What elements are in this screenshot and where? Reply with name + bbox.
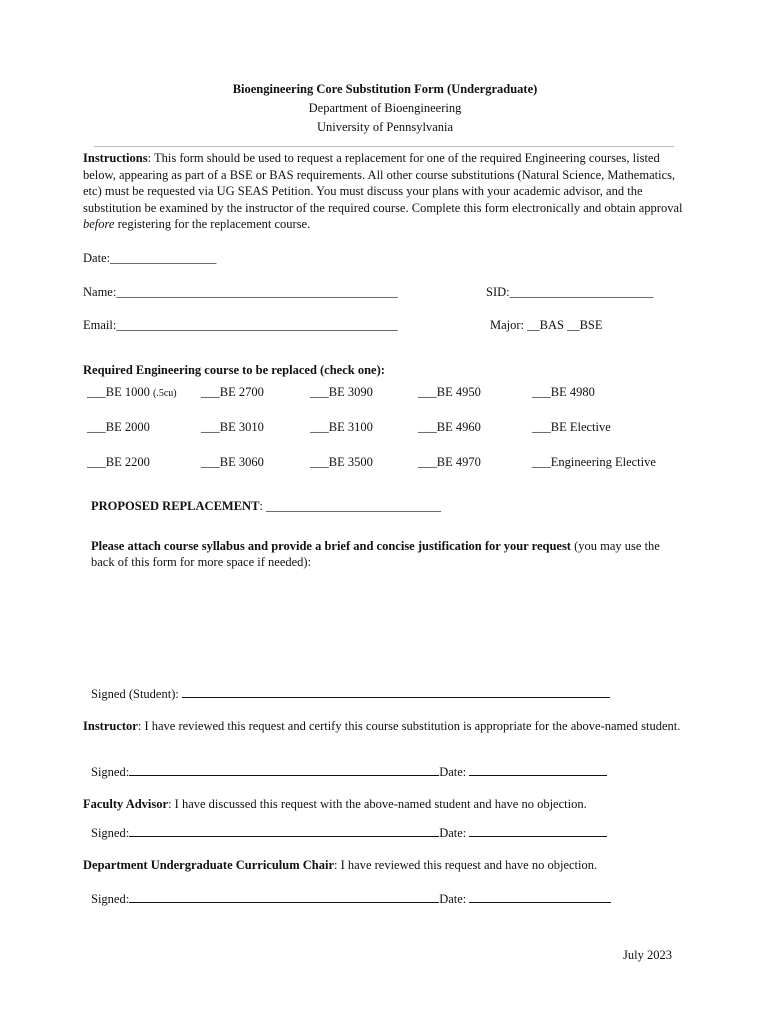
signed-label: Signed: (91, 826, 130, 840)
department-name: Department of Bioengineering (308, 101, 462, 115)
name-field[interactable]: Name:_____________________________________________ (83, 285, 398, 299)
student-sign-line (182, 685, 610, 698)
course-be2200[interactable]: ___BE 2200 (87, 455, 150, 469)
instructions-italic: before (83, 217, 115, 231)
date-line (469, 890, 611, 903)
chair-text: : I have reviewed this request and have no objection. (334, 858, 598, 872)
date-field[interactable]: Date:_________________ (83, 251, 217, 265)
course-be3010[interactable]: ___BE 3010 (201, 420, 264, 434)
course-be4960[interactable]: ___BE 4960 (418, 420, 481, 434)
chair-label: Department Undergraduate Curriculum Chair (83, 858, 335, 872)
instructions-text-end: registering for the replacement course. (114, 217, 311, 231)
student-sign-label: Signed (Student): (91, 687, 182, 701)
instructor-label: Instructor (83, 719, 138, 733)
course-be3100[interactable]: ___BE 3100 (310, 420, 373, 434)
advisor-paragraph (83, 796, 683, 812)
instructor-text: : I have reviewed this request and certify this course substitution is appropriate for the above-named student. (137, 719, 681, 733)
advisor-label: Faculty Advisor (83, 797, 169, 811)
course-be3060[interactable]: ___BE 3060 (201, 455, 264, 469)
advisor-text: : I have discussed this request with the above-named student and have no objection. (168, 797, 587, 811)
sid-field[interactable]: SID:_______________________ (486, 285, 654, 299)
justification-text: (you may use the back of this form for more space if needed): (91, 539, 660, 569)
courses-heading: Required Engineering course to be replaced (check one): (83, 363, 385, 377)
instructor-paragraph (83, 718, 683, 734)
justification-bold: Please attach course syllabus and provide a brief and concise justification for your request (91, 539, 571, 553)
signed-label: Signed: (91, 765, 130, 779)
instructions-paragraph (83, 150, 683, 233)
footer-date: July 2023 (623, 948, 672, 962)
chair-paragraph (83, 857, 683, 873)
header-divider (94, 146, 674, 147)
course-engineering-elective[interactable]: ___Engineering Elective (532, 455, 656, 469)
chair-signature-field[interactable] (91, 890, 611, 907)
signed-line (129, 763, 439, 776)
proposed-replacement-field[interactable] (91, 498, 441, 514)
course-be3500[interactable]: ___BE 3500 (310, 455, 373, 469)
form-title: Bioengineering Core Substitution Form (Undergraduate) (232, 82, 538, 96)
university-name: University of Pennsylvania (316, 120, 454, 134)
major-field[interactable]: Major: __BAS __BSE (490, 318, 603, 332)
date-label: Date: (439, 892, 470, 906)
course-be4980[interactable]: ___BE 4980 (532, 385, 595, 399)
signed-line (129, 824, 439, 837)
justification-paragraph (91, 538, 671, 570)
instructor-signature-field[interactable] (91, 763, 607, 780)
date-label: Date: (439, 826, 470, 840)
date-label: Date: (439, 765, 470, 779)
course-be2700[interactable]: ___BE 2700 (201, 385, 264, 399)
course-be1000-note: (.5cu) (152, 388, 177, 399)
course-be4970[interactable]: ___BE 4970 (418, 455, 481, 469)
email-field[interactable]: Email:_____________________________________________ (83, 318, 398, 332)
proposed-line: : ____________________________ (259, 499, 442, 513)
course-be2000[interactable]: ___BE 2000 (87, 420, 150, 434)
course-be3090[interactable]: ___BE 3090 (310, 385, 373, 399)
course-label: ___BE 1000 (87, 385, 150, 399)
date-line (469, 763, 607, 776)
date-line (469, 824, 607, 837)
signed-label: Signed: (91, 892, 130, 906)
instructions-text: : This form should be used to request a replacement for one of the required Engineering courses, listed below, appearing as part of a BSE or BAS requirements. All other course substitutions (Natural Science, Mathematics, etc) must be requested via UG SEAS Petition. You must discuss your plans with your academic advisor, and the substitution be examined by the instructor of the required course. Complete this form electronically and obtain approval (83, 151, 683, 215)
signed-line (129, 890, 439, 903)
course-be1000[interactable] (87, 384, 177, 402)
student-signature-field[interactable] (91, 685, 610, 702)
proposed-label: PROPOSED REPLACEMENT (91, 499, 260, 513)
advisor-signature-field[interactable] (91, 824, 607, 841)
course-be-elective[interactable]: ___BE Elective (532, 420, 611, 434)
course-be4950[interactable]: ___BE 4950 (418, 385, 481, 399)
instructions-label: Instructions (83, 151, 148, 165)
